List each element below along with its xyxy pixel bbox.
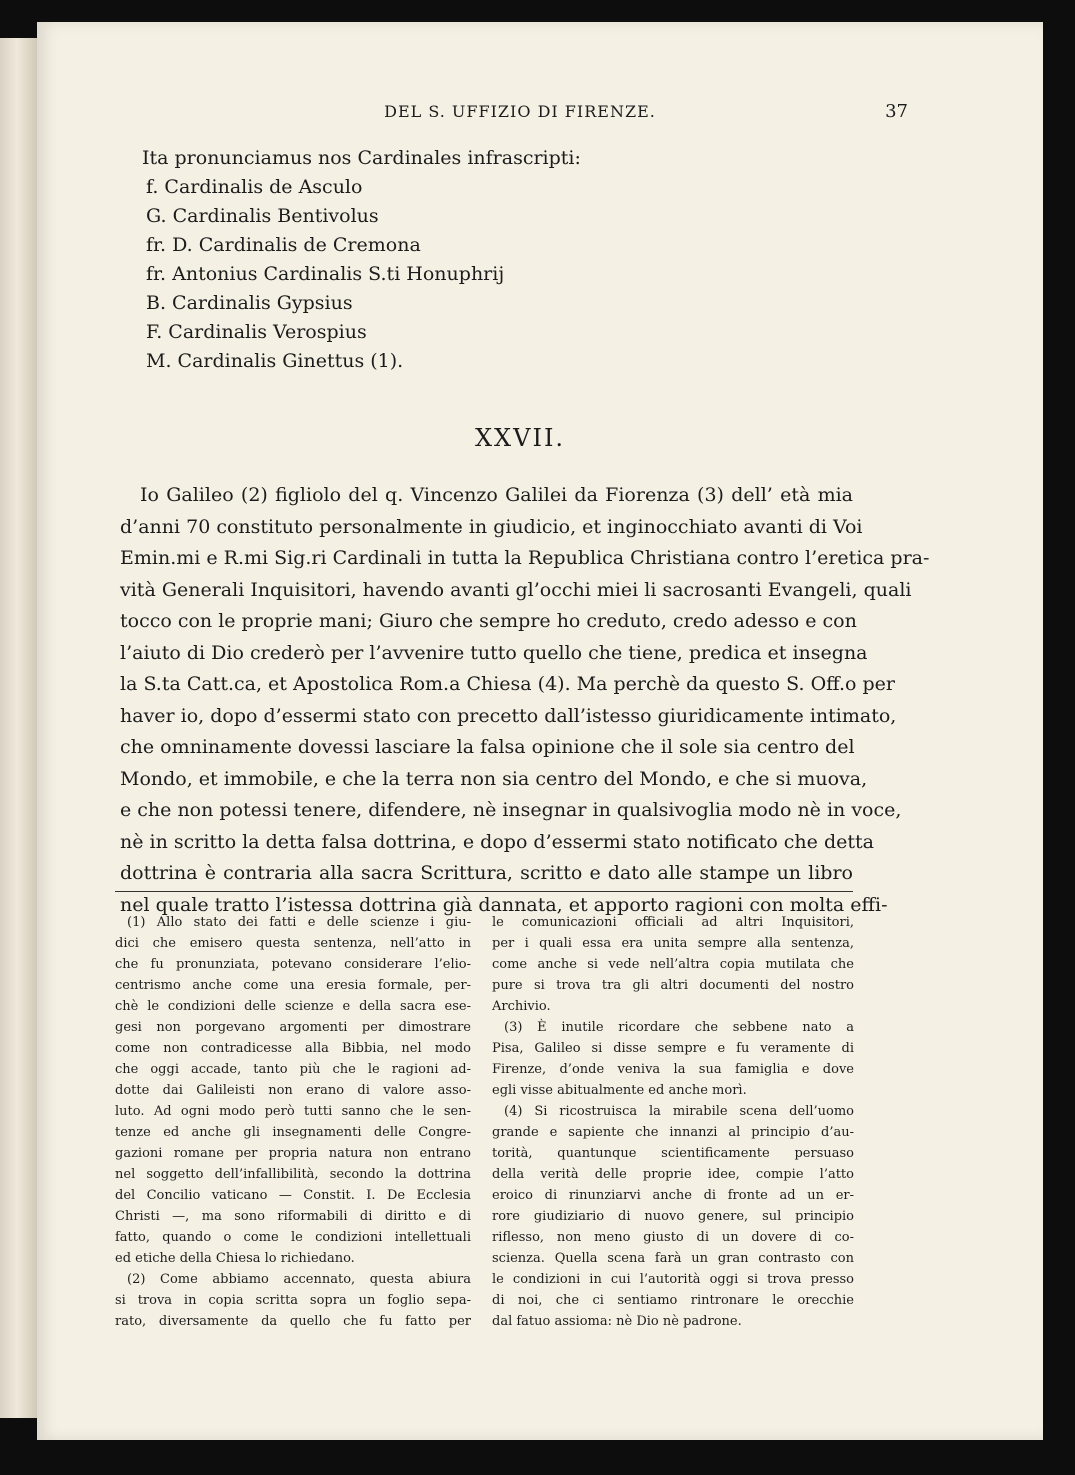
footnote-rule [115,891,853,892]
footnote-line: del Concilio vaticano — Constit. I. De Ecclesia [115,1188,471,1203]
body-line: l’aiuto di Dio crederò per l’avvenire tutto quello che tiene, predica et insegna [120,641,868,664]
footnote-line: gazioni romane per propria natura non entrano [115,1146,471,1161]
signature-line: fr. Antonius Cardinalis S.ti Honuphrij [146,263,505,285]
footnote-line: egli visse abitualmente ed anche morì. [492,1083,747,1098]
footnote-line: scienza. Quella scena farà un gran contrasto con [492,1251,854,1266]
body-line: Emin.mi e R.mi Sig.ri Cardinali in tutta la Republica Christiana contro l’eretica pra- [120,547,930,569]
footnote-line: si trova in copia scritta sopra un foglio sepa- [115,1293,471,1308]
body-line: haver io, dopo d’essermi stato con precetto dall’istesso giuridicamente intimato, [120,704,897,727]
footnote-line: Archivio. [492,999,551,1014]
footnote-line: centrismo anche come una eresia formale, per- [115,978,471,993]
footnote-line: grande e sapiente che innanzi al principio d’au- [492,1125,854,1140]
footnote-line: per i quali essa era unita sempre alla sentenza, [492,936,854,951]
signature-line: B. Cardinalis Gypsius [146,292,353,314]
body-line: nel quale tratto l’istessa dottrina già dannata, et apporto ragioni con molta effi- [120,893,888,916]
footnote-line: le comunicazioni officiali ad altri Inquisitori, [492,915,854,930]
signature-line: f. Cardinalis de Asculo [146,176,363,198]
footnote-line: chè le condizioni delle scienze e della sacra ese- [115,999,471,1014]
body-line: d’anni 70 constituto personalmente in giudicio, et inginocchiato avanti di Voi [120,515,863,538]
footnote-line: Firenze, d’onde veniva la sua famiglia e dove [492,1062,854,1077]
signature-line: Ita pronunciamus nos Cardinales infrascripti: [142,147,581,169]
signature-line: F. Cardinalis Verospius [146,321,367,343]
footnote-line: dotte dai Galileisti non erano di valore asso- [115,1083,471,1098]
signature-line: M. Cardinalis Ginettus (1). [146,350,404,372]
footnote-line: tenze ed anche gli insegnamenti delle Congre- [115,1125,471,1140]
running-title: DEL S. UFFIZIO DI FIRENZE. [384,102,656,121]
footnote-line: che oggi accade, tanto più che le ragioni ad- [115,1062,471,1077]
footnote-line: fatto, quando o come le condizioni intellettuali [115,1230,471,1245]
footnote-line: che fu pronunziata, potevano considerare l’elio- [115,957,471,972]
footnote-line: della verità delle proprie idee, compie l’atto [492,1167,854,1182]
body-line: dottrina è contraria alla sacra Scrittura, scritto e dato alle stampe un libro [120,862,853,884]
signature-line: G. Cardinalis Bentivolus [146,205,379,227]
footnote-line: eroico di rinunziarvi anche di fronte ad un er- [492,1188,854,1203]
footnote-line: le condizioni in cui l’autorità oggi si trova presso [492,1272,854,1287]
footnote-line: riflesso, non meno giusto di un dovere di co- [492,1230,854,1245]
footnote-line: nel soggetto dell’infallibilità, secondo la dottrina [115,1167,471,1182]
body-line: nè in scritto la detta falsa dottrina, e dopo d’essermi stato notificato che detta [120,830,874,853]
footnote-line: luto. Ad ogni modo però tutti sanno che le sen- [115,1104,471,1119]
abjuration-text [120,480,930,921]
cardinal-signatures [142,144,581,376]
footnote-line: Pisa, Galileo si disse sempre e fu veramente di [492,1041,854,1056]
footnote-line: come anche si vede nell’altra copia mutilata che [492,957,854,972]
footnote-line: Christi —, ma sono riformabili di diritto e di [115,1209,471,1224]
footnote-line: (4) Si ricostruisca la mirabile scena dell’uomo [504,1104,854,1119]
footnote-line: rato, diversamente da quello che fu fatto per [115,1314,471,1329]
footnotes-left-column [115,912,471,1332]
body-line: Io Galileo (2) figliolo del q. Vincenzo Galilei da Fiorenza (3) dell’ età mia [140,484,853,506]
body-line: che omninamente dovessi lasciare la falsa opinione che il sole sia centro del [120,736,855,758]
body-line: Mondo, et immobile, e che la terra non sia centro del Mondo, e che si muova, [120,767,868,790]
footnote-line: rore giudiziario di nuovo genere, sul principio [492,1209,854,1224]
footnotes-right-column [492,912,854,1332]
body-line: e che non potessi tenere, difendere, nè insegnar in qualsivoglia modo nè in voce, [120,799,902,821]
signature-line: fr. D. Cardinalis de Cremona [146,234,421,256]
book-page [37,22,1043,1440]
footnote-line: dal fatuo assioma: nè Dio nè padrone. [492,1314,742,1329]
footnote-line: (3) È inutile ricordare che sebbene nato a [504,1020,854,1035]
page-number: 37 [885,101,908,122]
footnote-line: (2) Come abbiamo accennato, questa abiura [127,1272,471,1287]
footnote-line: (1) Allo stato dei fatti e delle scienze i giu- [127,915,471,930]
footnote-line: come non contradicesse alla Bibbia, nel modo [115,1041,471,1056]
footnote-line: gesi non porgevano argomenti per dimostrare [115,1020,471,1035]
footnote-line: ed etiche della Chiesa lo richiedano. [115,1251,355,1266]
body-line: vità Generali Inquisitori, havendo avanti gl’occhi miei li sacrosanti Evangeli, quali [120,578,912,601]
footnote-line: di noi, che ci sentiamo rintronare le orecchie [492,1293,854,1308]
section-heading: XXVII. [474,424,566,452]
body-line: la S.ta Catt.ca, et Apostolica Rom.a Chiesa (4). Ma perchè da questo S. Off.o per [120,673,895,695]
footnote-line: torità, quantunque scientificamente persuaso [492,1146,854,1161]
footnote-line: dici che emisero questa sentenza, nell’atto in [115,936,471,951]
book-spine-edge [0,38,42,1418]
footnote-line: pure si trova tra gli altri documenti del nostro [492,978,854,993]
running-head [137,101,908,126]
body-line: tocco con le proprie mani; Giuro che sempre ho creduto, credo adesso e con [120,610,857,632]
